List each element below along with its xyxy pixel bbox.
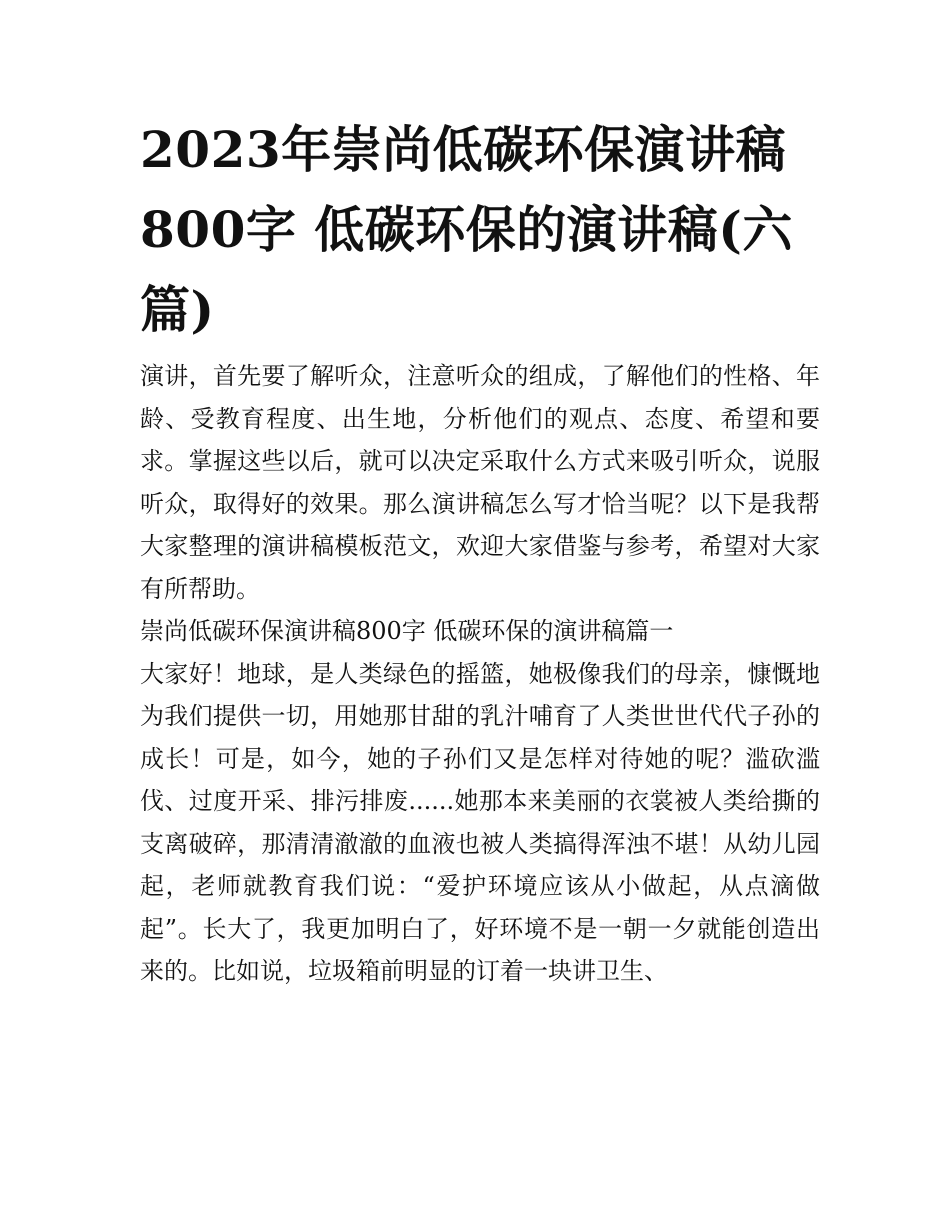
section-paragraph: 大家好！地球，是人类绿色的摇篮，她极像我们的母亲，慷慨地为我们提供一切，用她那甘甜的乳汁哺育了人类世世代代子孙的成长！可是，如今，她的子孙们又是怎样对待她的呢？滥砍滥伐、过度开采、排污排废......她那本来美丽的衣裳被人类给撕的支离破碎，那清清澈澈的血液也被人类搞得浑浊不堪！从幼儿园起，老师就教育我们说：“爱护环境应该从小做起，从点滴做起”。长大了，我更加明白了，好环境不是一朝一夕就能创造出来的。比如说，垃圾箱前明显的订着一块讲卫生、	[140, 659, 820, 985]
document-body	[140, 355, 820, 993]
section-heading: 崇尚低碳环保演讲稿800字 低碳环保的演讲稿篇一	[140, 617, 674, 645]
document-page	[140, 110, 820, 993]
document-title: 2023年崇尚低碳环保演讲稿800字 低碳环保的演讲稿(六篇)	[140, 120, 793, 339]
intro-paragraph: 演讲，首先要了解听众，注意听众的组成，了解他们的性格、年龄、受教育程度、出生地，分析他们的观点、态度、希望和要求。掌握这些以后，就可以决定采取什么方式来吸引听众，说服听众，取得好的效果。那么演讲稿怎么写才恰当呢？以下是我帮大家整理的演讲稿模板范文，欢迎大家借鉴与参考，希望对大家有所帮助。	[140, 362, 820, 603]
